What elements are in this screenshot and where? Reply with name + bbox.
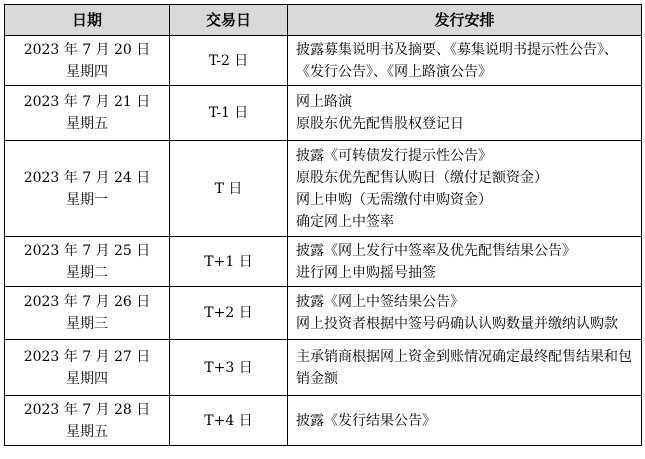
date-text: 2023 年 7 月 20 日: [23, 41, 151, 58]
arrangement-line: 确定网上中签率: [296, 213, 394, 230]
arrangement-cell: [288, 237, 642, 287]
table-row: [5, 396, 642, 446]
weekday-text: 星期一: [66, 191, 108, 208]
date-text: 2023 年 7 月 26 日: [23, 294, 151, 310]
header-arrangement: 发行安排: [288, 5, 642, 36]
date-cell: [5, 237, 170, 287]
trading-day-cell: T 日: [170, 141, 288, 237]
date-text: 2023 年 7 月 21 日: [23, 94, 151, 110]
date-cell: [5, 141, 170, 237]
arrangement-line: 销金额: [296, 370, 338, 387]
date-cell: [5, 287, 170, 340]
weekday-text: 星期五: [66, 116, 108, 132]
issuance-schedule-table: [4, 4, 642, 446]
arrangement-line: 原股东优先配售股权登记日: [296, 116, 464, 132]
trading-day-cell: T-2 日: [170, 36, 288, 86]
date-text: 2023 年 7 月 27 日: [23, 348, 151, 365]
trading-day-cell: T+4 日: [170, 396, 288, 446]
trading-day-cell: T-1 日: [170, 86, 288, 141]
weekday-text: 星期五: [66, 423, 108, 440]
arrangement-line: 网上申购（无需缴付申购资金）: [296, 191, 492, 208]
arrangement-line: 网上投资者根据中签号码确认认购数量并缴纳认购款: [296, 316, 618, 332]
trading-day-cell: T+2 日: [170, 287, 288, 340]
arrangement-line: 披露《可转债发行提示性公告》: [296, 147, 492, 164]
arrangement-cell: [288, 86, 642, 141]
arrangement-line: 披露募集说明书及摘要、《募集说明书提示性公告》、: [296, 41, 618, 58]
arrangement-line: 《发行公告》、《网上路演公告》: [296, 63, 492, 80]
date-text: 2023 年 7 月 28 日: [23, 401, 151, 418]
date-cell: [5, 340, 170, 396]
header-trading-day: 交易日: [170, 5, 288, 36]
table-row: [5, 237, 642, 287]
date-cell: [5, 396, 170, 446]
table-row: [5, 36, 642, 86]
weekday-text: 星期二: [66, 264, 108, 281]
arrangement-cell: [288, 340, 642, 396]
table-header-row: [5, 5, 642, 36]
weekday-text: 星期三: [66, 316, 108, 332]
arrangement-line: 披露《发行结果公告》: [296, 412, 436, 429]
table-row: [5, 287, 642, 340]
arrangement-cell: [288, 141, 642, 237]
arrangement-line: 披露《网上中签结果公告》: [296, 294, 464, 310]
arrangement-cell: [288, 396, 642, 446]
table-row: [5, 86, 642, 141]
arrangement-line: 进行网上申购摇号抽签: [296, 264, 436, 281]
weekday-text: 星期四: [66, 63, 108, 80]
arrangement-line: 原股东优先配售认购日（缴付足额资金）: [296, 169, 548, 186]
table-row: [5, 340, 642, 396]
table-row: [5, 141, 642, 237]
date-cell: [5, 86, 170, 141]
arrangement-line: 主承销商根据网上资金到账情况确定最终配售结果和包: [296, 348, 632, 365]
trading-day-cell: T+3 日: [170, 340, 288, 396]
arrangement-cell: [288, 287, 642, 340]
weekday-text: 星期四: [66, 370, 108, 387]
header-date: 日期: [5, 5, 170, 36]
arrangement-line: 披露《网上发行中签率及优先配售结果公告》: [296, 242, 576, 259]
arrangement-line: 网上路演: [296, 94, 352, 110]
trading-day-cell: T+1 日: [170, 237, 288, 287]
date-text: 2023 年 7 月 25 日: [23, 242, 151, 259]
arrangement-cell: [288, 36, 642, 86]
date-cell: [5, 36, 170, 86]
date-text: 2023 年 7 月 24 日: [23, 169, 151, 186]
